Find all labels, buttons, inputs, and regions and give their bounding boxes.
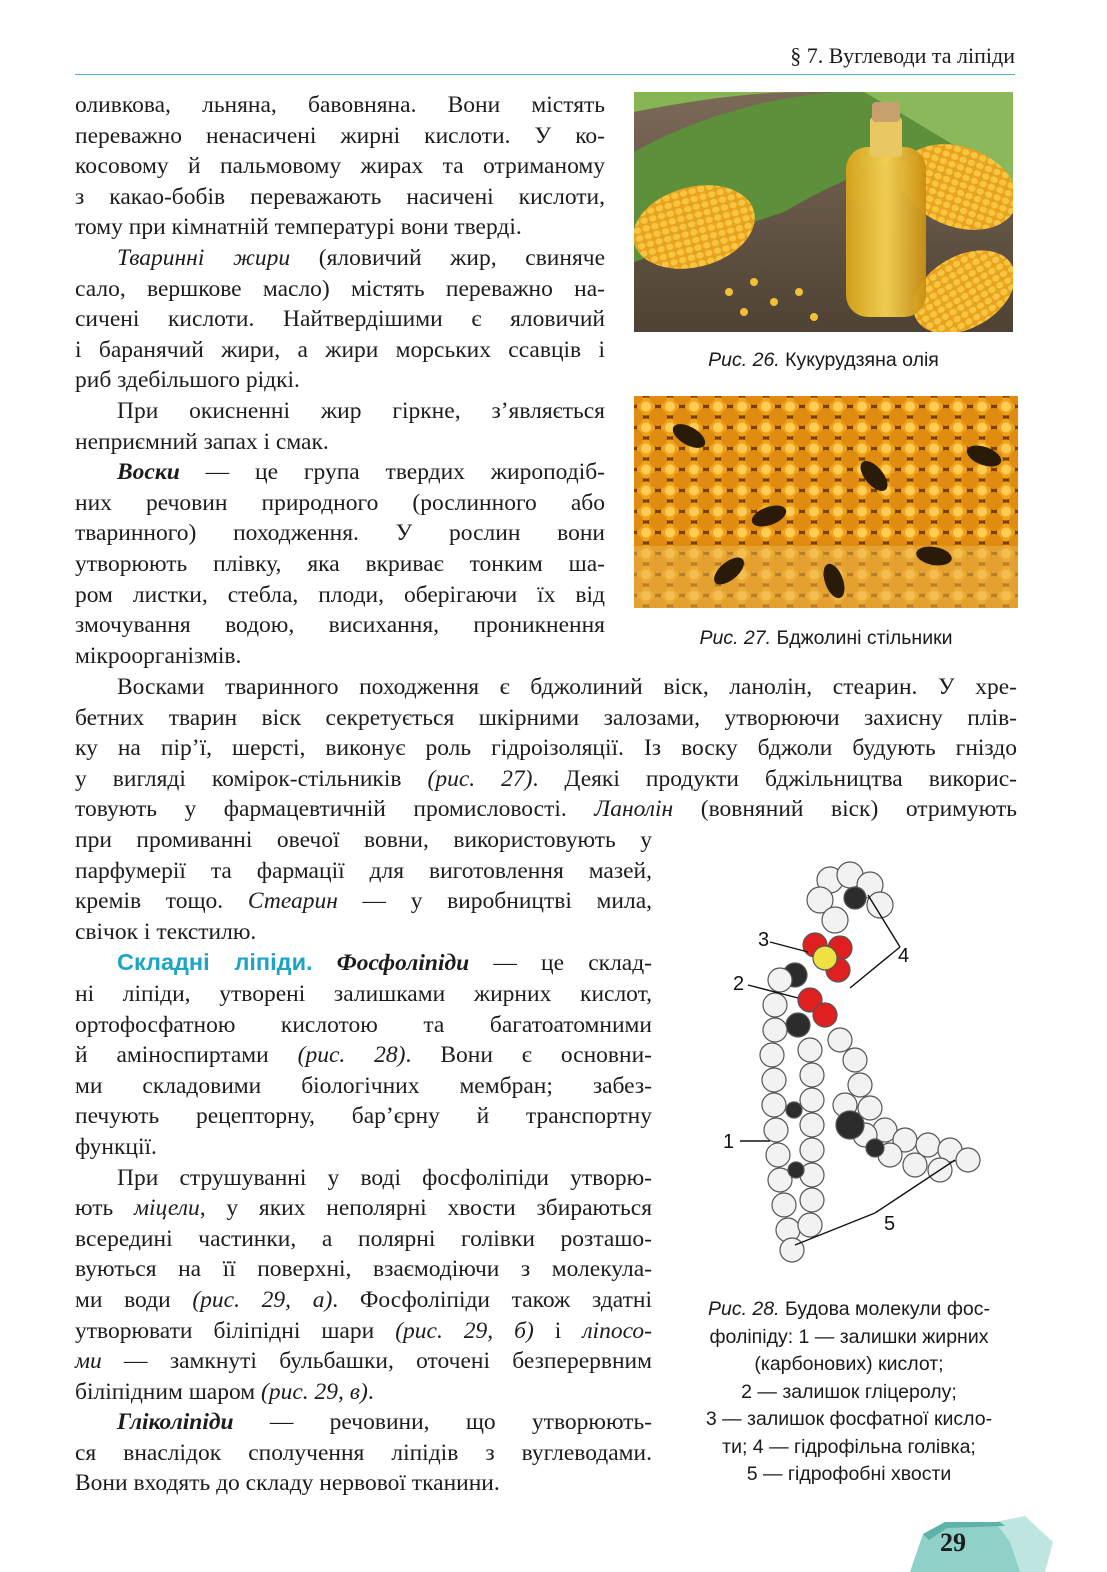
- running-header: [75, 40, 1015, 75]
- paragraph: При окисненні жир гіркне, з’являється неприємний запах і смак.: [75, 397, 605, 455]
- page-number: 29: [940, 1528, 966, 1557]
- honeycomb-photo: [634, 396, 1018, 608]
- molecule-label-4: 4: [898, 945, 910, 967]
- column-left-lower-text: при промиванні овечої вовни, використовують у парфумерії та фармації для виготовлення мазей, кремів тощо. Стеарин — у виробництві мила, свічок і текстилю. Складні ліпіди. Фосфоліпіди — це склад- ні ліпіди, утворені залишками жирних кислот, ортофосфатною кислотою та багатоатомними й аміноспиртами (рис. 28). Вони є основни- ми складовими біологічних мембран; забез- печують рецепторну, бар’єрну й транспортну функції. При струшуванні у воді фосфоліпіди утворю- ють міцели, у яких неполярні хвости збираються всередині частинки, а полярні голівки розташо- вуються на її поверхні, взаємодіючи з молекула- ми води (рис. 29, а). Фосфоліпіди також здатні утворювати біліпідні шари (рис. 29, б) і ліпосо- ми — замкнуті бульбашки, оточені безперервним біліпідним шаром (рис. 29, в). Гліколіпіди — речовини, що утворюють- ся внаслідок сполучення ліпідів з вуглеводами. Вони входять до складу нервової тканини.: [75, 827, 653, 1497]
- paragraph: Воски — це група твердих жироподіб- них речовин природного (рослинного або тваринного) походження. У рослин вони утворюють плівку, яка вкриває тонким ша- ром листки, стебла, плоди, оберігаючи їх від змочування водою, висихання, проникнення мікроорганізмів.: [75, 459, 605, 669]
- molecule-label-1: 1: [723, 1131, 735, 1153]
- fullwidth-paragraph: Восками тваринного походження є бджолиний віск, ланолін, стеарин. У хре- бетних тварин віск секретується шкірними залозами, утворюючи захисну плів- ку на пір’ї, шерсті, виконує роль гідроізоляції. Із воску бджоли будують гніздо у вигляді комірок-стільників (рис. 27). Деякі продукти бджільництва викорис- товують у фармацевтичній промисловості. Ланолін (вовняний віск) отримують: [75, 674, 1018, 823]
- figure-26-caption: Рис. 26. Кукурудзяна олія: [708, 349, 939, 371]
- honeycomb-illustration: [634, 396, 1018, 608]
- phospholipid-molecule-diagram: [700, 850, 1000, 1280]
- paragraph: оливкова, льняна, бавовняна. Вони містять переважно ненасичені жирні кислоти. У ко- косовому й пальмовому жирах та отриманому з какао-бобів переважають насичені кислоти, тому при кімнатній температурі вони тверді.: [75, 92, 605, 241]
- corn-oil-illustration: [634, 92, 1013, 332]
- column-left-text: [75, 90, 605, 671]
- molecule-label-2: 2: [733, 973, 745, 995]
- paragraph: Тваринні жири (яловичий жир, свиняче сало, вершкове масло) містять переважно на- сичені кислоти. Найтвердішими є яловичий і баранячий жири, а жири морських ссавців і риб здебільшого рідкі.: [75, 244, 606, 394]
- page-number-tab: [905, 1512, 1055, 1572]
- section-title: § 7. Вуглеводи та ліпіди: [790, 43, 1015, 68]
- phospholipid-molecule-figure: [700, 850, 1000, 1280]
- figure-27-caption: Рис. 27. Бджолині стільники: [699, 627, 953, 649]
- section-heading: Складні ліпіди.: [117, 949, 313, 976]
- figure-28-caption: Рис. 28. Будова молекули фос- фоліпіду: 1 — залишки жирних (карбонових) кислот; 2 — залишок гліцеролу; 3 — залишок фосфатної кисло- ти; 4 — гідрофільна голівка; 5 — гідрофобні хвости: [705, 1298, 993, 1485]
- molecule-label-5: 5: [884, 1213, 896, 1235]
- corn-oil-photo: [634, 92, 1013, 332]
- molecule-label-3: 3: [758, 929, 770, 951]
